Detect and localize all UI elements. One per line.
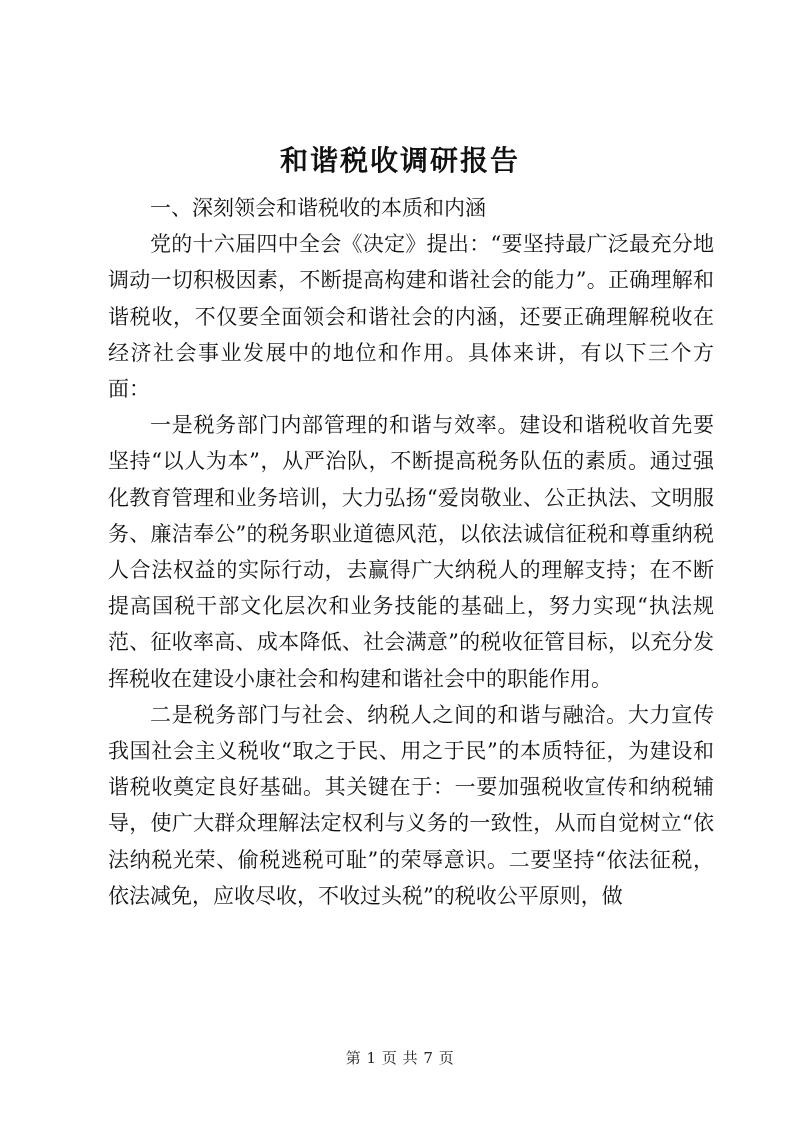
document-title: 和谐税收调研报告 [279, 144, 520, 177]
page-footer: 第 1 页 共 7 页 [345, 1049, 455, 1067]
paragraph-intro: 党的十六届四中全会《决定》提出：“要坚持最广泛最充分地调动一切积极因素，不断提高构建和谐社会的能力”。正确理解和谐税收，不仅要全面领会和谐社会的内涵，还要正确理解税收在经济社会事业发展中的地位和作用。具体来讲，有以下三个方面： [108, 232, 714, 402]
paragraph-point-one: 一是税务部门内部管理的和谐与效率。建设和谐税收首先要坚持“以人为本”，从严治队，不断提高税务队伍的素质。通过强化教育管理和业务培训，大力弘扬“爱岗敬业、公正执法、文明服务、廉洁奉公”的税务职业道德风范，以依法诚信征税和尊重纳税人合法权益的实际行动，去赢得广大纳税人的理解支持；在不断提高国税干部文化层次和业务技能的基础上，努力实现“执法规范、征收率高、成本降低、社会满意”的税收征管目标，以充分发挥税收在建设小康社会和构建和谐社会中的职能作用。 [108, 413, 714, 691]
document-body [108, 190, 714, 914]
paragraph-point-two: 二是税务部门与社会、纳税人之间的和谐与融洽。大力宣传我国社会主义税收“取之于民、用之于民”的本质特征，为建设和谐税收奠定良好基础。其关键在于：一要加强税收宣传和纳税辅导，使广大群众理解法定权利与义务的一致性，从而自觉树立“依法纳税光荣、偷税逃税可耻”的荣辱意识。二要坚持“依法征税，依法减免，应收尽收，不收过头税”的税收公平原则，做 [108, 702, 714, 908]
section-heading: 一、深刻领会和谐税收的本质和内涵 [150, 196, 486, 220]
